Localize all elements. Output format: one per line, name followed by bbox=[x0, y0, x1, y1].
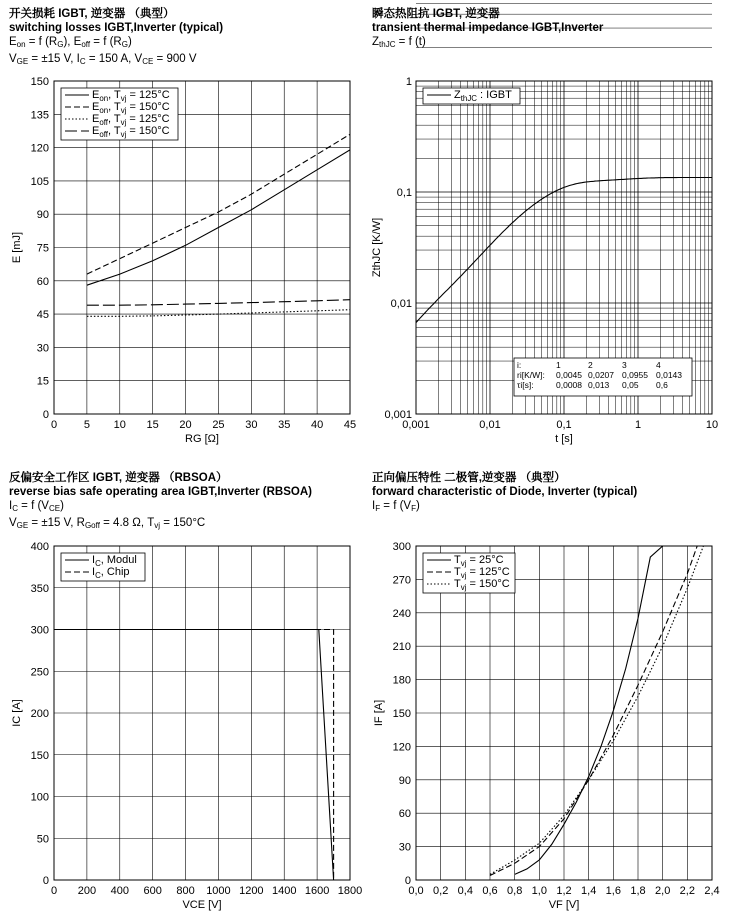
x-tick-label: 40 bbox=[310, 419, 324, 431]
legend-entry: $E_{on}$, $T_{vj} = 150^\circ C$ bbox=[92, 101, 170, 115]
x-tick-label: 20 bbox=[179, 419, 192, 431]
y-tick-label: 300 bbox=[392, 541, 411, 553]
legend-entry: $T_{vj} = 150^\circ C$ bbox=[454, 578, 510, 592]
tl-chart bbox=[11, 76, 356, 445]
y-tick-label: 0 bbox=[404, 875, 411, 887]
x-tick-label: 1,8 bbox=[630, 885, 646, 897]
x-tick-label: 1200 bbox=[239, 885, 264, 897]
x-tick-label: 0,0 bbox=[408, 885, 424, 897]
tr-formula: $Z_{thJC} = f$ (t) bbox=[372, 36, 426, 49]
bl-formula: $I_C = f$ $(V_{CE})$ bbox=[9, 500, 64, 513]
tr-y-axis-label: ZthJC [K/W] bbox=[371, 217, 383, 278]
y-tick-label: 350 bbox=[30, 582, 49, 595]
x-tick-label: 0,1 bbox=[556, 419, 572, 431]
y-tick-label: 75 bbox=[36, 242, 49, 255]
y-tick-label: 90 bbox=[398, 774, 411, 787]
x-tick-label: 0,4 bbox=[457, 885, 473, 897]
y-tick-label: 60 bbox=[36, 275, 49, 288]
table-cell: i: bbox=[517, 360, 522, 370]
table-cell: 0,0045 bbox=[556, 370, 582, 380]
x-tick-label: 2,4 bbox=[704, 885, 720, 897]
tl-title-cn: 开关损耗 IGBT, 逆变器 （典型） bbox=[9, 8, 175, 20]
tr-title-cn: 瞬态热阻抗 IGBT, 逆变器 bbox=[372, 8, 500, 20]
y-tick-label: 270 bbox=[392, 574, 411, 587]
x-tick-label: 800 bbox=[176, 885, 195, 897]
y-tick-label: 100 bbox=[30, 791, 49, 804]
y-tick-label: 150 bbox=[30, 76, 49, 88]
y-tick-label: 105 bbox=[30, 175, 49, 188]
table-cell: 2 bbox=[588, 360, 593, 370]
legend-entry: $T_{vj} = 125^\circ C$ bbox=[454, 566, 510, 580]
y-tick-label: 210 bbox=[392, 641, 411, 654]
y-tick-label: 240 bbox=[392, 607, 411, 620]
table-cell: 0,0143 bbox=[656, 370, 682, 380]
tr-grid bbox=[416, 0, 712, 414]
tl-formula: $E_{on} = f$ $(R_G)$, $E_{off} = f$ $(R_G)$ bbox=[9, 36, 132, 49]
x-tick-label: 1,4 bbox=[581, 885, 597, 897]
bl-conditions: $V_{GE} = \pm 15$ V, $R_{Goff} = 4.8$ Ω, $T_{vj} = 150^\circ C$ bbox=[9, 517, 206, 530]
tl-x-axis-label: RG [Ω] bbox=[185, 433, 219, 445]
table-cell: 0,05 bbox=[622, 380, 639, 390]
legend-entry: $E_{off}$, $T_{vj} = 125^\circ C$ bbox=[92, 113, 170, 127]
x-tick-label: 10 bbox=[705, 419, 719, 431]
bl-title-cn: 反偏安全工作区 IGBT, 逆变器 （RBSOA） bbox=[9, 472, 228, 484]
x-tick-label: 5 bbox=[83, 419, 90, 431]
y-tick-label: 15 bbox=[36, 375, 49, 388]
table-cell: 0,0008 bbox=[556, 380, 582, 390]
y-tick-label: 150 bbox=[30, 749, 49, 762]
br-series-2 bbox=[490, 546, 697, 876]
x-tick-label: 1800 bbox=[337, 885, 363, 897]
x-tick-label: 0,2 bbox=[433, 885, 449, 897]
y-tick-label: 0 bbox=[42, 409, 49, 421]
tl-title-en: switching losses IGBT,Inverter (typical) bbox=[9, 22, 224, 34]
tr-x-axis-label: t [s] bbox=[555, 433, 573, 445]
bl-title-en: reverse bias safe operating area IGBT,Inverter (RBSOA) bbox=[9, 486, 312, 498]
bl-x-axis-label: VCE [V] bbox=[182, 899, 222, 911]
y-tick-label: 120 bbox=[392, 741, 411, 754]
x-tick-label: 1,2 bbox=[556, 885, 572, 897]
y-tick-label: 0 bbox=[42, 875, 49, 887]
table-cell: 1 bbox=[556, 360, 561, 370]
bl-y-axis-label: IC [A] bbox=[11, 699, 23, 727]
br-grid bbox=[416, 546, 712, 880]
x-tick-label: 0 bbox=[50, 419, 58, 431]
x-tick-label: 10 bbox=[113, 419, 126, 431]
y-tick-label: 200 bbox=[30, 708, 49, 720]
br-y-axis-label: IF [A] bbox=[373, 699, 385, 727]
x-tick-label: 1,0 bbox=[531, 885, 547, 897]
x-tick-label: 1,6 bbox=[605, 885, 621, 897]
y-tick-label: 0,001 bbox=[384, 409, 412, 421]
br-series-3 bbox=[490, 546, 703, 874]
y-tick-label: 300 bbox=[30, 624, 49, 637]
table-cell: 3 bbox=[622, 360, 627, 370]
legend-entry: $I_C$, Chip bbox=[92, 566, 130, 580]
x-tick-label: 25 bbox=[212, 419, 225, 431]
table-cell: 0,0955 bbox=[622, 370, 648, 380]
y-tick-label: 30 bbox=[36, 342, 49, 355]
br-title-cn: 正向偏压特性 二极管,逆变器 （典型） bbox=[372, 472, 566, 484]
y-tick-label: 1 bbox=[405, 76, 412, 88]
tr-chart bbox=[371, 0, 718, 445]
x-tick-label: 0,8 bbox=[507, 885, 523, 897]
br-chart bbox=[373, 541, 720, 911]
x-tick-label: 1600 bbox=[304, 885, 330, 897]
bl-grid bbox=[54, 546, 350, 880]
x-tick-label: 30 bbox=[245, 419, 258, 431]
y-tick-label: 45 bbox=[36, 309, 49, 322]
y-tick-label: 90 bbox=[36, 209, 49, 222]
table-cell: ri[K/W]: bbox=[517, 370, 545, 380]
x-tick-label: 35 bbox=[278, 419, 291, 431]
y-tick-label: 135 bbox=[30, 109, 49, 122]
x-tick-label: 2,0 bbox=[655, 885, 671, 897]
br-title-en: forward characteristic of Diode, Inverter (typical) bbox=[372, 486, 638, 498]
legend-entry: $I_C$, Modul bbox=[92, 554, 137, 568]
table-cell: 0,0207 bbox=[588, 370, 614, 380]
tl-y-axis-label: E [mJ] bbox=[11, 231, 23, 264]
x-tick-label: 0,01 bbox=[479, 419, 501, 431]
x-tick-label: 1000 bbox=[206, 885, 231, 897]
x-tick-label: 1 bbox=[634, 419, 642, 431]
y-tick-label: 180 bbox=[392, 674, 411, 687]
y-tick-label: 50 bbox=[36, 833, 49, 846]
x-tick-label: 15 bbox=[146, 419, 159, 431]
legend-entry: $E_{on}$, $T_{vj} = 125^\circ C$ bbox=[92, 89, 170, 103]
table-cell: 0,6 bbox=[656, 380, 668, 390]
table-cell: τi[s]: bbox=[517, 380, 534, 390]
bl-chart bbox=[11, 541, 362, 911]
legend-entry: $E_{off}$, $T_{vj} = 150^\circ C$ bbox=[92, 125, 170, 139]
y-tick-label: 400 bbox=[30, 541, 49, 553]
y-tick-label: 60 bbox=[398, 808, 411, 821]
br-x-axis-label: VF [V] bbox=[548, 899, 580, 911]
tr-title-en: transient thermal impedance IGBT,Inverter bbox=[372, 22, 604, 34]
x-tick-label: 200 bbox=[77, 885, 97, 897]
legend-entry: $T_{vj} = 25^\circ C$ bbox=[454, 554, 504, 568]
x-tick-label: 600 bbox=[143, 885, 162, 897]
y-tick-label: 0,01 bbox=[390, 298, 412, 310]
y-tick-label: 120 bbox=[30, 142, 49, 155]
table-cell: 0,013 bbox=[588, 380, 610, 390]
x-tick-label: 45 bbox=[343, 419, 357, 431]
br-formula: $I_F = f$ $(V_F)$ bbox=[372, 500, 420, 513]
x-tick-label: 0,001 bbox=[402, 419, 430, 431]
x-tick-label: 0,6 bbox=[482, 885, 498, 897]
y-tick-label: 150 bbox=[392, 708, 411, 720]
x-tick-label: 400 bbox=[110, 885, 129, 897]
tl-conditions: $V_{GE} = \pm 15$ V, $I_C = 150$ A, $V_{CE} = 900$ V bbox=[9, 53, 197, 66]
x-tick-label: 2,2 bbox=[679, 885, 695, 897]
x-tick-label: 0 bbox=[50, 885, 58, 897]
legend-entry: $Z_{thJC}$ : IGBT bbox=[454, 89, 512, 103]
y-tick-label: 250 bbox=[30, 666, 49, 679]
y-tick-label: 30 bbox=[398, 841, 411, 854]
y-tick-label: 0,1 bbox=[396, 187, 412, 199]
table-cell: 4 bbox=[656, 360, 661, 370]
x-tick-label: 1400 bbox=[271, 885, 297, 897]
